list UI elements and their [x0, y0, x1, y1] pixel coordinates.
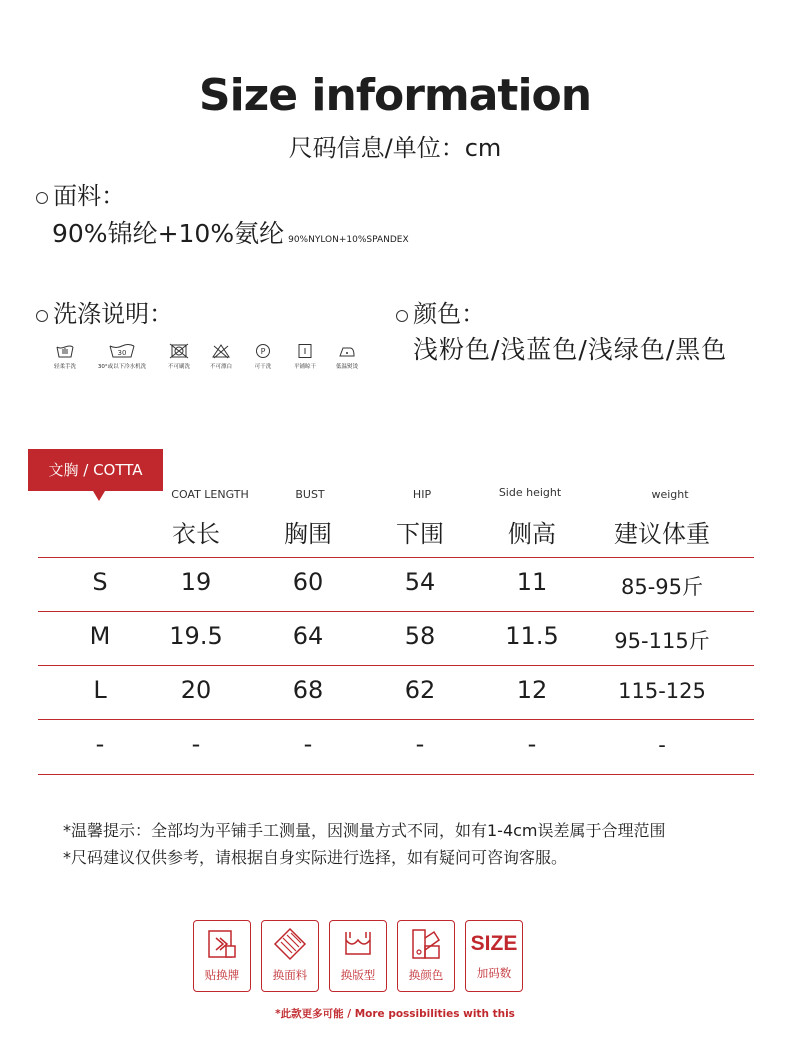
- tag-pointer: [93, 491, 105, 501]
- table-cell: 60: [292, 568, 324, 596]
- table-cell: 62: [404, 676, 436, 704]
- care-item: [330, 343, 364, 370]
- table-divider: [38, 665, 754, 666]
- color-value: 浅粉色/浅蓝色/浅绿色/黑色: [413, 335, 728, 364]
- fabric-value-en: 90%NYLON+10%SPANDEX: [288, 235, 409, 245]
- header-cn: 建议体重: [614, 520, 710, 548]
- care-section-header: [36, 294, 173, 329]
- care-item: [288, 343, 322, 370]
- dry-flat-icon: [295, 343, 315, 359]
- care-text: 不可漂白: [209, 364, 232, 370]
- care-item: [246, 343, 280, 370]
- fabric-icon: [272, 926, 308, 962]
- header-cn: 下围: [396, 520, 444, 548]
- table-row: [0, 622, 790, 654]
- fabric-label: 面料：: [53, 182, 126, 210]
- page-subtitle: 尺码信息/单位：cm: [288, 134, 502, 162]
- care-text: 低温熨烫: [335, 364, 358, 370]
- service-label: 换版型: [340, 968, 376, 982]
- table-cell: -: [303, 730, 313, 758]
- table-cell: 85-95斤: [620, 575, 704, 599]
- header-cn: 侧高: [508, 520, 556, 548]
- note-line: *温馨提示：全部均为平铺手工测量，因测量方式不同，如有1-4cm误差属于合理范围: [63, 821, 666, 840]
- table-cell: 58: [404, 622, 436, 650]
- care-text: 可干洗: [254, 364, 272, 370]
- care-label: 洗涤说明：: [53, 300, 174, 328]
- header-en: Side height: [498, 486, 562, 499]
- service-size: [465, 920, 523, 992]
- table-cell: 95-115斤: [614, 629, 710, 653]
- care-text: 轻柔手洗: [53, 364, 76, 370]
- table-cell: -: [527, 730, 537, 758]
- table-row: [0, 730, 790, 762]
- care-badge: P: [260, 347, 266, 356]
- bullet-icon: [36, 310, 48, 322]
- fabric-value-line: [52, 214, 409, 250]
- care-item: [48, 343, 82, 370]
- table-divider: [38, 557, 754, 558]
- color-label: 颜色：: [413, 300, 486, 328]
- care-item: [90, 343, 154, 370]
- table-divider: [38, 774, 754, 775]
- care-text: 30°或以下冷水机洗: [97, 364, 147, 370]
- fabric-section-header: [36, 176, 125, 211]
- bullet-icon: [36, 192, 48, 204]
- service-swap-tag: [193, 920, 251, 992]
- service-shape: [329, 920, 387, 992]
- table-cell: 64: [292, 622, 324, 650]
- table-cell: 20: [180, 676, 212, 704]
- page-title: Size information: [198, 70, 592, 121]
- service-label: 换面料: [272, 968, 308, 982]
- no-bleach-icon: [211, 343, 231, 359]
- service-label: 贴换牌: [204, 968, 240, 982]
- service-color: [397, 920, 455, 992]
- color-swatch-icon: [408, 926, 444, 962]
- header-cn: 衣长: [172, 520, 220, 548]
- table-row: [0, 676, 790, 708]
- table-cell: 11: [516, 568, 548, 596]
- no-tumble-dry-icon: [169, 343, 189, 359]
- care-text: 平铺晾干: [293, 364, 316, 370]
- size-cell: S: [92, 568, 108, 596]
- hand-wash-icon: [55, 343, 75, 359]
- table-cell: -: [658, 733, 666, 757]
- bullet-icon: [396, 310, 408, 322]
- table-cell: -: [191, 730, 201, 758]
- size-cell: L: [93, 676, 107, 704]
- color-section-header: [396, 294, 485, 329]
- size-cell: -: [95, 730, 105, 758]
- service-label: 换颜色: [408, 968, 444, 982]
- table-cell: 11.5: [505, 622, 559, 650]
- care-item: [162, 343, 196, 370]
- table-cell: 115-125: [618, 679, 706, 703]
- care-badge: 30: [117, 349, 127, 357]
- table-cell: 68: [292, 676, 324, 704]
- machine-wash-30-icon: [108, 343, 136, 359]
- table-row: [0, 568, 790, 600]
- care-icons: [48, 343, 364, 370]
- care-text: 不可刷洗: [167, 364, 190, 370]
- footer-note: *此款更多可能 / More possibilities with this: [275, 1008, 515, 1020]
- table-cell: -: [415, 730, 425, 758]
- header-en: HIP: [412, 488, 432, 501]
- service-fabric: [261, 920, 319, 992]
- table-cell: 19: [180, 568, 212, 596]
- product-tag: 文胸 / COTTA: [28, 449, 163, 491]
- header-cn: 胸围: [284, 520, 332, 548]
- table-cell: 54: [404, 568, 436, 596]
- service-icons: [193, 920, 523, 992]
- swap-tag-icon: [204, 926, 240, 962]
- table-divider: [38, 611, 754, 612]
- dry-clean-p-icon: [253, 343, 273, 359]
- service-label: 加码数: [476, 966, 512, 980]
- bra-shape-icon: [340, 926, 376, 962]
- size-cell: M: [89, 622, 111, 650]
- header-en: COAT LENGTH: [171, 488, 249, 501]
- table-cell: 19.5: [169, 622, 223, 650]
- table-divider: [38, 719, 754, 720]
- note-line: *尺码建议仅供参考，请根据自身实际进行选择，如有疑问可咨询客服。: [63, 848, 568, 867]
- size-icon: SIZE: [470, 932, 518, 955]
- fabric-value: 90%锦纶+10%氨纶: [52, 219, 285, 248]
- header-en: weight: [651, 488, 689, 501]
- table-cell: 12: [516, 676, 548, 704]
- care-item: [204, 343, 238, 370]
- header-en: BUST: [295, 488, 325, 501]
- low-iron-icon: [337, 343, 357, 359]
